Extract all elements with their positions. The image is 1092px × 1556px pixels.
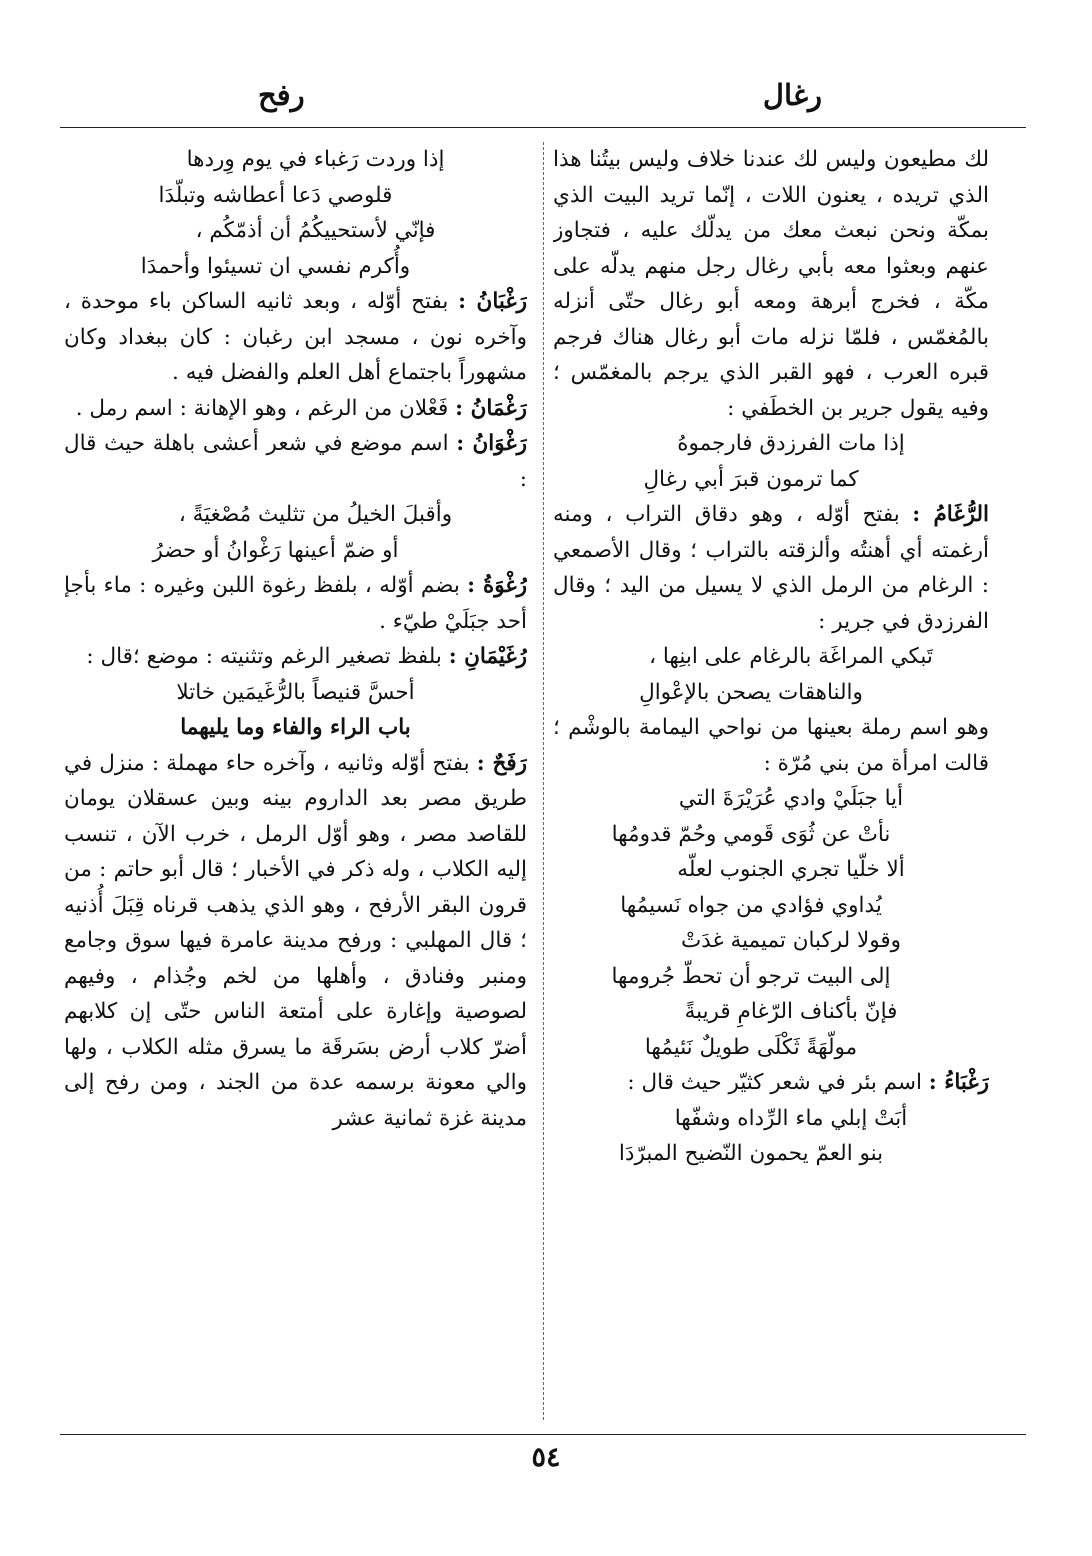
entry [553,497,989,639]
verse-block [553,426,989,497]
verse-line: يُداوي فؤادي من جواه نَسيمُها [620,892,882,918]
verse-line: ألا خلّيا تجري الجنوب لعلّه [677,857,905,882]
column-divider [543,142,544,1420]
entry-text: بفتح أوّله ، وبعد ثانيه الساكن باء موحدة ، وآخره نون ، مسجد ابن رغبان : كان ببغداد وكان مشهوراً باجتماع أهل العلم والفضل فيه . [64,289,527,385]
verse-line: إلى البيت ترجو أن تحطّ جُرومها [611,963,891,989]
entry-text: اسم بئر في شعر كثيّر حيث قال : [627,1070,922,1095]
verse-line: إذا وردت رَغباء في يوم وِردها [186,147,445,172]
verse-line: وأُكرم نفسي ان تسيئوا وأحمدَا [140,253,411,279]
verse-line: أحسَّ قنيصاً بالرُّغَيمَين خاتلا [176,679,415,705]
left-column [64,142,527,1422]
entry-headword: رَغْمَانُ : [455,395,527,421]
verse-line: أيا جبَلَيْ وادي عُرَيْرَةَ التي [678,786,904,811]
header-rule [60,127,1026,128]
entry-headword: رَغْبَانُ : [458,289,527,314]
verse-line: أبَتْ إبلي ماء الرِّداه وشفّها [674,1105,908,1131]
entry [553,1065,989,1101]
footer-rule [60,1434,1026,1435]
section-title: باب الراء والفاء وما يليهما [180,715,411,740]
verse-line: فإنّ بأكناف الرّغامِ قريبةً [684,999,898,1024]
right-column [553,142,989,1422]
verse-line: تَبكي المراغَة بالرغام على ابنِها ، [649,644,933,669]
entry-headword: رَغْبَاءُ : [928,1070,989,1095]
entry-text: اسم موضع في شعر أعشى باهلة حيث قال : [64,431,527,492]
verse-line: والناهقات يصحن بالإعْوالِ [639,679,863,705]
paragraph: لك مطيعون وليس لك عندنا خلاف وليس بيتُنا هذا الذي تريده ، يعنون اللات ، إنّما تريد البيت الذي بمكّة ونحن نبعث معك من يدلّك عليه ، فتجاوز عنهم وبعثوا معه بأبي رغال رجل منهم يدلّه على مكّة ، فخرج أبرهة ومعه أبو رغال حتّى أنزله بالمُغمّس ، فلمّا نزله مات أبو رغال هناك فرجم قبره العرب ، فهو القبر الذي يرجم بالمغمّس ؛ وفيه يقول جرير بن الخطَفي : [553,147,989,421]
verse-block [553,639,989,710]
verse-line: أو ضمّ أعينها رَغْوانُ أو حضرُ [152,537,399,563]
verse-line: نأتْ عن ثُوَى قَومي وحُمّ قدومُها [611,821,891,847]
entry-text: بفتح أوّله ، وهو دقاق التراب ، ومنه أرغمته أي أهنتُه وألزقته بالتراب ؛ وقال الأصمعي : الرغام من الرمل الذي لا يسيل من اليد ؛ وقال الفرزدق في جرير : [553,502,989,634]
page-number: ٥٤ [531,1442,561,1473]
verse-block [64,497,527,568]
entry [64,284,527,391]
verse-line: فإنّي لأستحييكُمُ أن أذمّكُم ، [195,218,436,243]
entry [64,426,527,497]
entry-headword: الرُّغَامُ : [912,502,989,527]
entry-text: بفتح أوّله وثانيه ، وآخره حاء مهملة : منزل في طريق مصر بعد الداروم بينه وبين عسقلان يومان للقاصد مصر ، وهو أوّل الرمل ، خرب الآن ، تنسب إليه الكلاب ، وله ذكر في الأخبار ؛ قال أبو حاتم : من قرون البقر الأرفح ، وهو الذي يذهب قرناه قِبَلَ أُذنيه ؛ قال المهلبي : ورفح مدينة عامرة فيها سوق وجامع ومنبر وفنادق ، وأهلها من لخم وجُذام ، وفيهم لصوصية وإغارة على أمتعة الناس حتّى إن كلابهم أضرّ كلاب أرض بسَرقَة ما يسرق مثله الكلاب ، ولها والي معونة برسمه عدة من الجند ، ومن رفح إلى مدينة غزة ثمانية عشر [64,750,527,1131]
entry [64,746,527,1137]
entry-headword: رَفَحٌ : [476,750,527,776]
verse-block [64,675,527,711]
verse-block [64,142,527,284]
verse-line: إذا مات الفرزدق فارجموهُ [677,431,905,456]
verse-line: وقولا لركبان تميمية غدَتْ [680,928,902,953]
entry-headword: رُغَيْمَانِ : [448,644,527,669]
entry-text: بلفظ تصغير الرغم وتثنيته : موضع ؛قال : [86,644,442,669]
entry-text: فَعْلان من الرغم ، وهو الإهانة : اسم رمل . [75,395,449,421]
entry-text: بضم أوّله ، بلفظ رغوة اللبن وغيره : ماء بأجإ أحد جبَلَيْ طيّء . [64,573,527,634]
entry [64,639,527,675]
entry [64,568,527,639]
entry [64,391,527,427]
entry-headword: رَغْوَانُ : [456,431,527,456]
verse-line: بنو العمّ يحمون النّضيح المبرّدَا [618,1141,884,1166]
verse-line: قلوصي دَعا أعطاشه وتبلّدَا [158,182,393,208]
verse-line: مولّهَةً ثَكْلَى طويلٌ نَئيمُها [644,1034,858,1060]
verse-line: وأقبلَ الخيلُ من تثليث مُصْغيَةً ، [178,502,453,527]
running-head-right: رغال [762,78,822,112]
verse-block [553,781,989,1065]
running-head-left: رفح [258,78,305,112]
entry-headword: رُغْوَةُ : [467,573,527,598]
verse-block [553,1101,989,1172]
paragraph: وهو اسم رملة بعينها من نواحي اليمامة بالوشْم ؛ قالت امرأة من بني مُرّة : [553,715,989,776]
verse-line: كما ترمون قبرَ أبي رغالِ [643,466,859,492]
